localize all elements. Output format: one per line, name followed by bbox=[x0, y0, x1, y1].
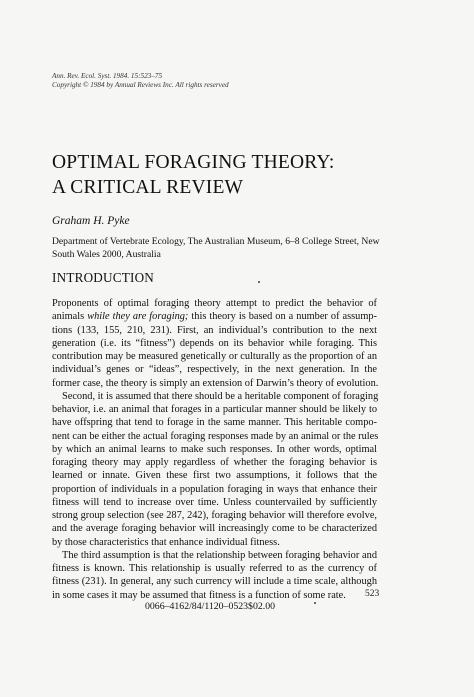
body-line: contribution may be measured genetically or culturally as the proportion of an bbox=[52, 351, 377, 362]
author-name: Graham H. Pyke bbox=[52, 215, 130, 227]
body-line: strong group selection (see 287, 242), foraging behavior will therefore evolve, bbox=[52, 510, 377, 521]
body-line: in some cases it may be assumed that fitness is a function of some rate. bbox=[52, 589, 346, 601]
page-number: 523 bbox=[365, 589, 380, 599]
body-line: nent can be either the actual foraging responses made by an animal or the rules bbox=[52, 430, 379, 442]
body-line: and the average foraging behavior will increasingly come to be characterized bbox=[52, 523, 377, 535]
body-line: have offspring that tend to forage in the same manner. This heritable compo- bbox=[52, 417, 377, 429]
copyright-line: Copyright © 1984 by Annual Reviews Inc. All rights reserved bbox=[52, 81, 229, 89]
author-affiliation bbox=[52, 236, 382, 261]
affiliation-line-1: Department of Vertebrate Ecology, The Australian Museum, 6–8 College Street, New bbox=[52, 236, 380, 247]
body-line: former case, the theory is simply an extension of Darwin’s theory of evolution. bbox=[52, 377, 379, 389]
section-heading: INTRODUCTION bbox=[52, 270, 155, 285]
body-line: by which an animal learns to make such responses. In other words, optimal bbox=[52, 443, 377, 455]
body-line: proportion of individuals in a population foraging in ways that enhance their bbox=[52, 483, 377, 495]
scan-speck bbox=[314, 602, 316, 604]
body-line: fitness will tend to increase over time. Unless countervailed by sufficiently bbox=[52, 496, 377, 508]
body-line: behavior, i.e. an animal that forages in a particular manner should be likely to bbox=[52, 404, 377, 415]
body-line: fitness is known. This relationship is usually referred to as the currency of bbox=[52, 563, 377, 574]
journal-citation bbox=[52, 72, 229, 90]
body-line: learned or innate. Given these first two assumptions, it follows that the bbox=[52, 470, 377, 482]
price-code: 0066–4162/84/1120–0523$02.00 bbox=[145, 601, 275, 612]
title-line-1: OPTIMAL FORAGING THEORY: bbox=[52, 152, 335, 173]
body-line: Proponents of optimal foraging theory attempt to predict the behavior of bbox=[52, 298, 377, 309]
body-line: Second, it is assumed that there should be a heritable component of foraging bbox=[62, 390, 379, 402]
body-line: fitness (231). In general, any such currency will include a time scale, although bbox=[52, 576, 377, 588]
body-text bbox=[52, 297, 380, 602]
affiliation-line-2: South Wales 2000, Australia bbox=[52, 248, 161, 260]
body-line: animals while they are foraging; this theory is based on a number of assump- bbox=[52, 311, 378, 323]
citation-line: Ann. Rev. Ecol. Syst. 1984. 15:523–75 bbox=[52, 72, 163, 80]
title-line-2: A CRITICAL REVIEW bbox=[52, 177, 244, 198]
body-line: individual’s genes or “ideas”, respectively, in the next generation. In the bbox=[52, 364, 377, 376]
scan-speck bbox=[258, 281, 260, 283]
body-line: by those characteristics that enhance individual fitness. bbox=[52, 536, 280, 548]
body-line: tions (133, 155, 210, 231). First, an individual’s contribution to the next bbox=[52, 324, 377, 336]
body-line: foraging theory may apply regardless of whether the foraging behavior is bbox=[52, 457, 377, 468]
article-title bbox=[52, 150, 335, 200]
body-line: The third assumption is that the relationship between foraging behavior and bbox=[62, 549, 377, 561]
body-line: generation (i.e. its “fitness”) depends on its behavior while foraging. This bbox=[52, 337, 377, 349]
